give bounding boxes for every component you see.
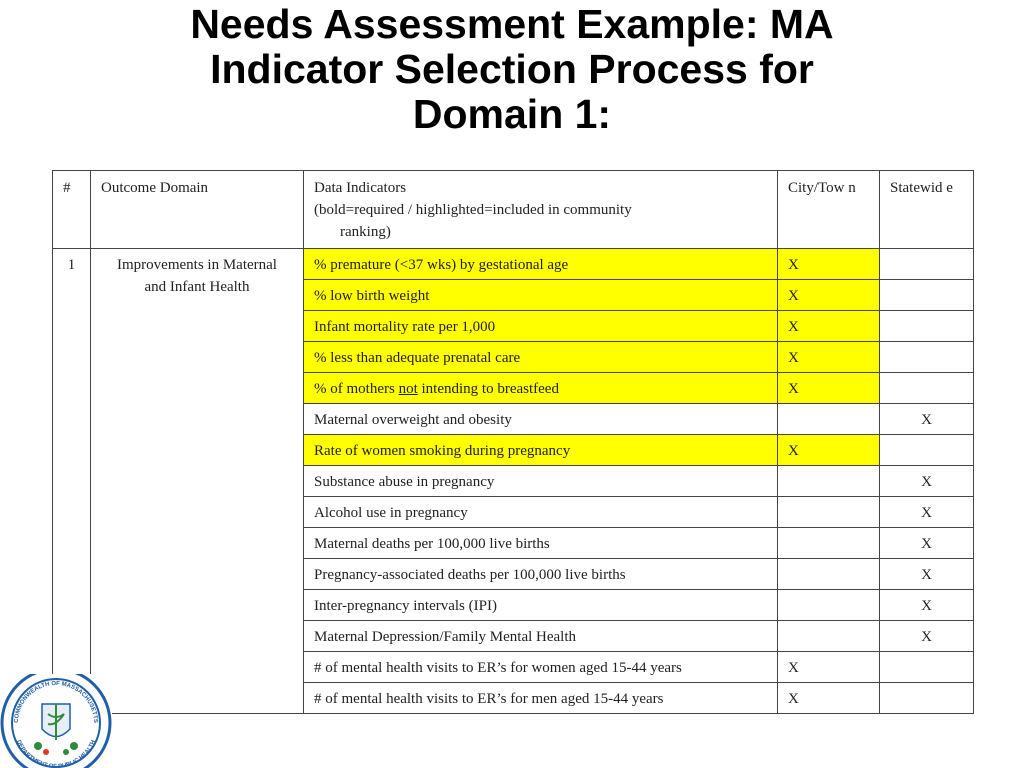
department-seal: [0, 674, 112, 768]
domain-name: [91, 249, 304, 714]
indicator-cell: Inter-pregnancy intervals (IPI): [304, 590, 778, 621]
title-line-2: Indicator Selection Process for: [210, 46, 814, 92]
header-indicators-line2: (bold=required / highlighted=included in community: [314, 202, 632, 218]
statewide-mark: X: [880, 559, 974, 590]
indicator-cell: % low birth weight: [304, 280, 778, 311]
city-town-mark: [778, 466, 880, 497]
statewide-mark: [880, 652, 974, 683]
city-town-mark: X: [778, 373, 880, 404]
city-town-mark: X: [778, 249, 880, 280]
indicator-cell: Maternal deaths per 100,000 live births: [304, 528, 778, 559]
city-town-mark: X: [778, 652, 880, 683]
seal-text-top: COMMONWEALTH OF MASSACHUSETTS: [13, 680, 99, 724]
header-indicators-line1: Data Indicators: [314, 180, 407, 196]
slide-title: [0, 2, 1024, 137]
statewide-mark: [880, 249, 974, 280]
statewide-mark: [880, 683, 974, 714]
indicator-cell: Maternal overweight and obesity: [304, 404, 778, 435]
indicator-cell: % less than adequate prenatal care: [304, 342, 778, 373]
city-town-mark: [778, 621, 880, 652]
state-seal-icon: [0, 674, 112, 768]
city-town-mark: X: [778, 311, 880, 342]
statewide-mark: X: [880, 497, 974, 528]
header-data-indicators: [304, 171, 778, 249]
city-town-mark: [778, 528, 880, 559]
statewide-mark: [880, 342, 974, 373]
header-num: #: [53, 171, 91, 249]
header-indicators-line3: ranking): [340, 224, 391, 240]
header-statewide: Statewid e: [880, 171, 974, 249]
city-town-mark: [778, 497, 880, 528]
indicator-cell: Substance abuse in pregnancy: [304, 466, 778, 497]
indicator-cell: Maternal Depression/Family Mental Health: [304, 621, 778, 652]
indicator-cell: Pregnancy-associated deaths per 100,000 live births: [304, 559, 778, 590]
seal-text-bottom: DEPARTMENT OF PUBLIC HEALTH: [14, 739, 98, 768]
statewide-mark: X: [880, 466, 974, 497]
domain-name-line1: Improvements in Maternal: [117, 257, 277, 273]
indicator-cell: Rate of women smoking during pregnancy: [304, 435, 778, 466]
table-header-row: [53, 171, 974, 249]
statewide-mark: X: [880, 621, 974, 652]
statewide-mark: [880, 435, 974, 466]
indicator-text: intending to breastfeed: [417, 381, 559, 397]
header-outcome-domain: Outcome Domain: [91, 171, 304, 249]
statewide-mark: [880, 373, 974, 404]
statewide-mark: [880, 280, 974, 311]
statewide-mark: X: [880, 404, 974, 435]
domain-name-line2: and Infant Health: [144, 279, 250, 295]
statewide-mark: [880, 311, 974, 342]
statewide-mark: X: [880, 528, 974, 559]
city-town-mark: X: [778, 342, 880, 373]
title-line-3: Domain 1:: [412, 91, 612, 137]
indicator-cell: % premature (<37 wks) by gestational age: [304, 249, 778, 280]
title-line-1: Needs Assessment Example: MA: [190, 1, 834, 47]
indicator-emphasis: not: [398, 381, 418, 397]
indicator-cell: Alcohol use in pregnancy: [304, 497, 778, 528]
indicator-cell: Infant mortality rate per 1,000: [304, 311, 778, 342]
indicator-cell: # of mental health visits to ER’s for women aged 15-44 years: [304, 652, 778, 683]
city-town-mark: [778, 404, 880, 435]
statewide-mark: X: [880, 590, 974, 621]
indicator-text: % of mothers: [314, 381, 399, 397]
city-town-mark: X: [778, 280, 880, 311]
city-town-mark: X: [778, 435, 880, 466]
city-town-mark: [778, 559, 880, 590]
city-town-mark: X: [778, 683, 880, 714]
table-row: [53, 249, 974, 280]
indicator-table: [52, 170, 974, 714]
city-town-mark: [778, 590, 880, 621]
domain-number: 1: [53, 249, 91, 714]
indicator-cell: # of mental health visits to ER’s for men aged 15-44 years: [304, 683, 778, 714]
header-city-town: City/Tow n: [778, 171, 880, 249]
indicator-cell: [304, 373, 778, 404]
